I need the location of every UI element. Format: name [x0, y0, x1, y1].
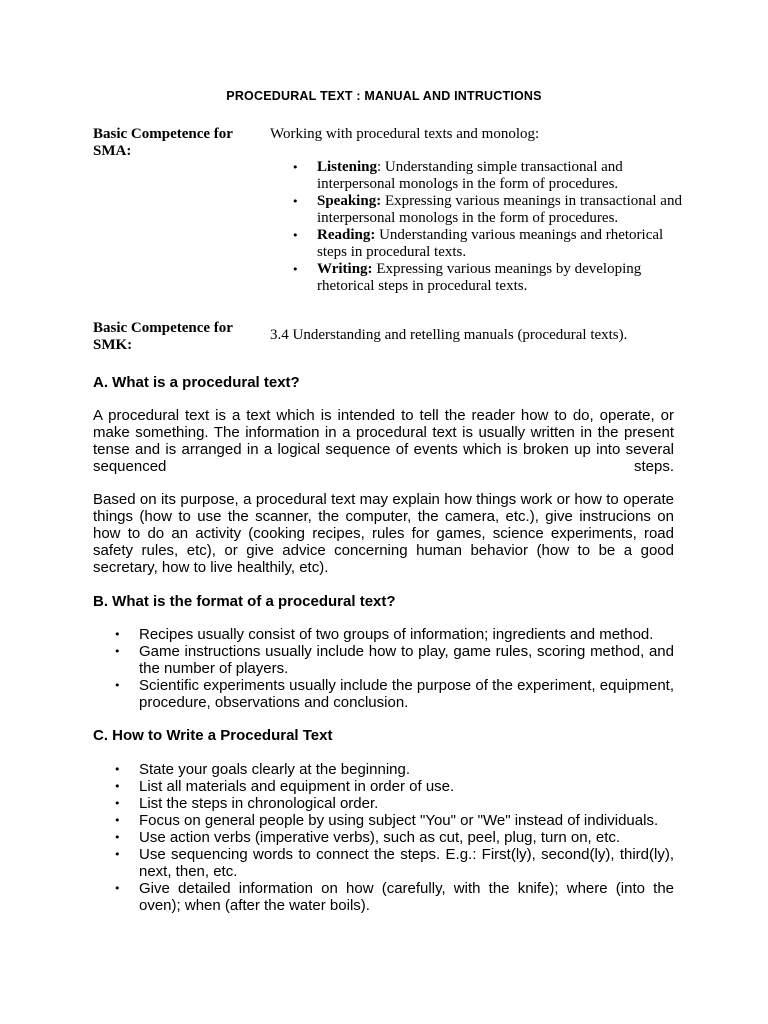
sma-skill-item: • Writing: Expressing various meanings by developing rhetorical steps in procedural texts. [270, 261, 690, 295]
sma-skill-item: • Speaking: Expressing various meanings in transactional and interpersonal monologs in the form of procedures. [270, 193, 690, 227]
list-item: • Use sequencing words to connect the steps. E.g.: First(ly), second(ly), third(ly), next, then, etc. [93, 846, 674, 880]
list-item: • Use action verbs (imperative verbs), such as cut, peel, plug, turn on, etc. [93, 829, 674, 846]
list-item: • State your goals clearly at the beginning. [93, 761, 674, 778]
section-b-heading: B. What is the format of a procedural text? [93, 593, 396, 610]
list-item: • Give detailed information on how (carefully, with the knife); where (into the oven); when (after the water boils). [93, 880, 674, 914]
list-item: • List all materials and equipment in order of use. [93, 778, 674, 795]
section-c-heading: C. How to Write a Procedural Text [93, 727, 333, 744]
sma-skill-item: • Reading: Understanding various meanings and rhetorical steps in procedural texts. [270, 227, 690, 261]
sma-skill-list [270, 159, 690, 295]
section-a-paragraph-2: Based on its purpose, a procedural text may explain how things work or how to operate things (how to use the scanner, the computer, the camera, etc.), give instrucions on how to do an activity (cooking recipes, rules for games, science experiments, road safety rules, etc), or give advice concerning human behavior (how to be a good secretary, how to live healthily, etc). [93, 491, 674, 576]
list-item: • List the steps in chronological order. [93, 795, 674, 812]
smk-content: 3.4 Understanding and retelling manuals (procedural texts). [270, 327, 628, 343]
list-item: • Scientific experiments usually include the purpose of the experiment, equipment, procedure, observations and conclusion. [93, 677, 674, 711]
sma-skill-item: • Listening: Understanding simple transactional and interpersonal monologs in the form of procedures. [270, 159, 690, 193]
smk-label: Basic Competence for SMK: [93, 320, 233, 353]
list-item: • Focus on general people by using subject "You" or "We" instead of individuals. [93, 812, 674, 829]
section-a-paragraph-1: A procedural text is a text which is intended to tell the reader how to do, operate, or make something. The information in a procedural text is usually written in the present tense and is arranged in a logical sequence of events which is broken up into several sequenced steps. [93, 407, 674, 475]
sma-intro: Working with procedural texts and monolog: [270, 126, 540, 142]
section-a-heading: A. What is a procedural text? [93, 374, 300, 391]
document-title: PROCEDURAL TEXT : MANUAL AND INTRUCTIONS [226, 89, 542, 103]
list-item: • Recipes usually consist of two groups of information; ingredients and method. [93, 626, 674, 643]
list-item: • Game instructions usually include how to play, game rules, scoring method, and the number of players. [93, 643, 674, 677]
sma-content [270, 126, 690, 295]
writing-steps-list [93, 761, 674, 914]
sma-label: Basic Competence for SMA: [93, 126, 233, 159]
format-list [93, 626, 674, 711]
